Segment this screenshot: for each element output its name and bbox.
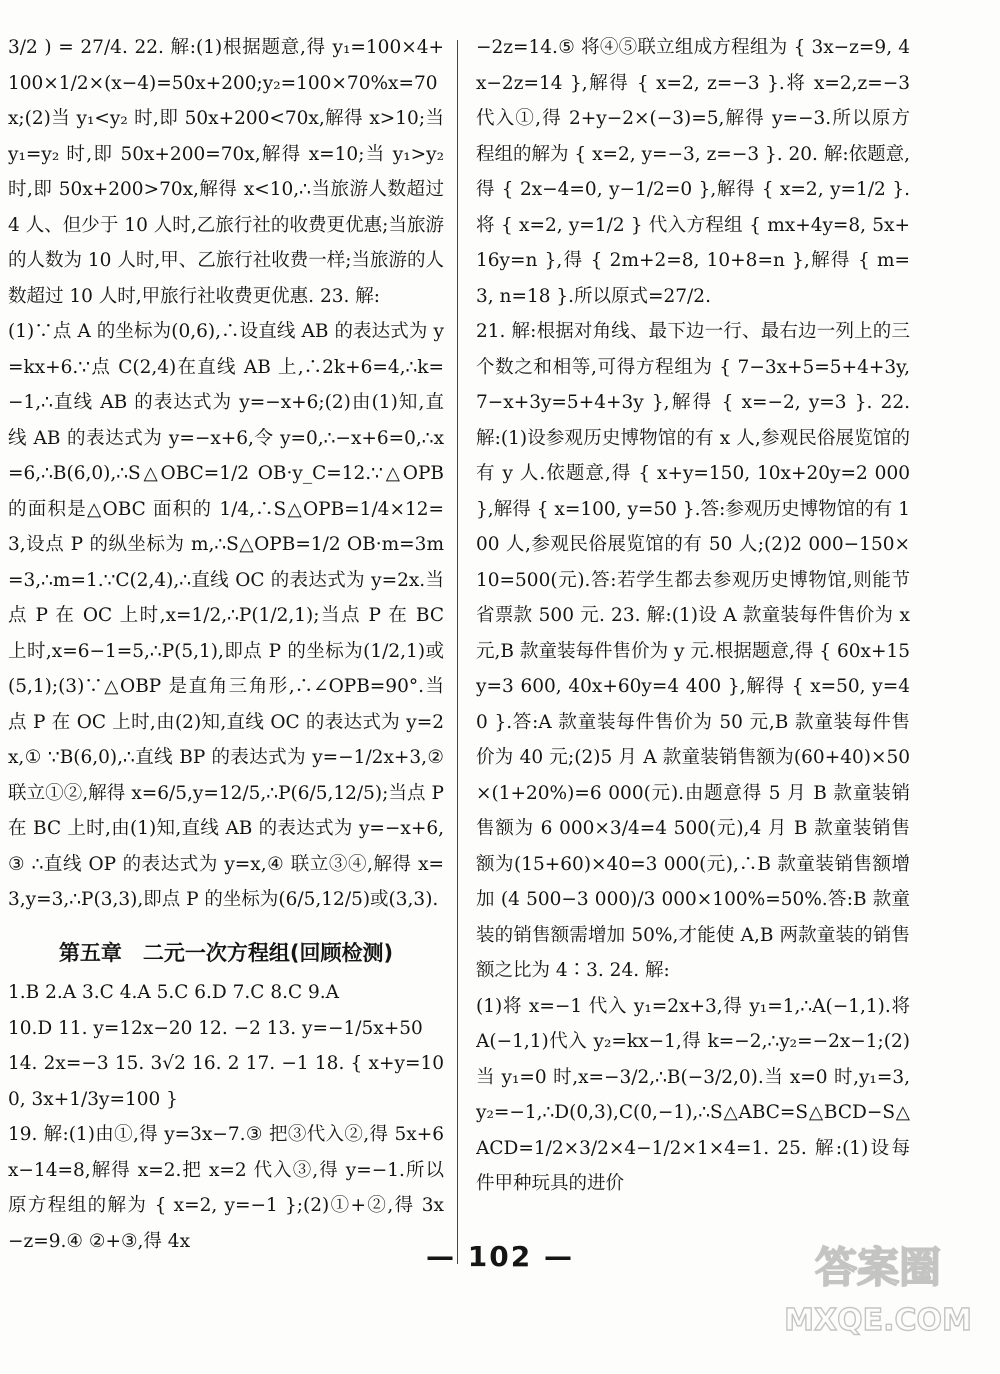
- right-column: [476, 30, 910, 1254]
- answer-block: (1)将 x=−1 代入 y₁=2x+3,得 y₁=1,∴A(−1,1).将 A(−1,1)代入 y₂=kx−1,得 k=−2,∴y₂=−2x−1;(2)当 y₁=0 时,x=−3/2,∴B(−3/2,0).当 x=0 时,y₁=3,y₂=−1,∴D(0,3),C(0,−1),∴S△ABC=S△BCD−S△ACD=1/2×3/2×4−1/2×1×4=1. 25. 解:(1)设每件甲种玩具的进价: [476, 995, 910, 1194]
- answer-block: 19. 解:(1)由①,得 y=3x−7.③ 把③代入②,得 5x+6x−14=8,解得 x=2.把 x=2 代入③,得 y=−1.所以原方程组的解为 { x=2, y=−1 };(2)①+②,得 3x−z=9.④ ②+③,得 4x: [8, 1124, 444, 1252]
- answer-block: −2z=14.⑤ 将④⑤联立组成方程组为 { 3x−z=9, 4x−2z=14 },解得 { x=2, z=−3 }.将 x=2,z=−3 代入①,得 2+y−2×(−3)=5,解得 y=−3.所以原方程组的解为 { x=2, y=−3, z=−3 }. 20. 解:依题意,得 { 2x−4=0, y−1/2=0 },解得 { x=2, y=1/2 }.将 { x=2, y=1/2 } 代入方程组 { mx+4y=8, 5x+16y=n },得 { 2m+2=8, 10+8=n },解得 { m=3, n=18 }.所以原式=27/2.: [476, 37, 910, 307]
- page-number: — 102 —: [426, 1240, 574, 1273]
- answer-block: 21. 解:根据对角线、最下边一行、最右边一列上的三个数之和相等,可得方程组为 { 7−3x+5=5+4+3y, 7−x+3y=5+4+3y },解得 { x=−2, y=3 }. 22. 解:(1)设参观历史博物馆的有 x 人,参观民俗展览馆的有 y 人.依题意,得 { x+y=150, 10x+20y=2 000 },解得 { x=100, y=50 }.答:参观历史博物馆的有 100 人,参观民俗展览馆的有 50 人;(2)2 000−150×10=500(元).答:若学生都去参观历史博物馆,则能节省票款 500 元. 23. 解:(1)设 A 款童装每件售价为 x 元,B 款童装每件售价为 y 元.根据题意,得 { 60x+15y=3 600, 40x+60y=4 400 },解得 { x=50, y=40 }.答:A 款童装每件售价为 50 元,B 款童装每件售价为 40 元;(2)5 月 A 款童装销售额为(60+40)×50×(1+20%)=6 000(元).由题意得 5 月 B 款童装销售额为 6 000×3/4=4 500(元),4 月 B 款童装销售额为(15+60)×40=3 000(元),∴B 款童装销售额增加 (4 500−3 000)/3 000×100%=50%.答:B 款童装的销售额需增加 50%,才能使 A,B 两款童装的销售额之比为 4∶3. 24. 解:: [476, 321, 910, 981]
- answer-line: 1.B 2.A 3.C 4.A 5.C 6.D 7.C 8.C 9.A: [8, 982, 340, 1003]
- answer-block: 3/2 ) = 27/4. 22. 解:(1)根据题意,得 y₁=100×4+100×1/2×(x−4)=50x+200;y₂=100×70%x=70x;(2)当 y₁<y₂ 时,即 50x+200<70x,解得 x>10;当 y₁=y₂ 时,即 50x+200=70x,解得 x=10;当 y₁>y₂ 时,即 50x+200>70x,解得 x<10,∴当旅游人数超过 4 人、但少于 10 人时,乙旅行社的收费更优惠;当旅游的人数为 10 人时,甲、乙旅行社收费一样;当旅游的人数超过 10 人时,甲旅行社收费更优惠. 23. 解:: [8, 37, 444, 307]
- column-divider: [457, 40, 458, 1264]
- left-column: [8, 30, 444, 1254]
- answer-line: 10.D 11. y=12x−20 12. −2 13. y=−1/5x+50: [8, 1017, 423, 1039]
- watermark-text: 答案圈: [814, 1243, 942, 1292]
- answer-block: (1)∵点 A 的坐标为(0,6),∴设直线 AB 的表达式为 y=kx+6.∵点 C(2,4)在直线 AB 上,∴2k+6=4,∴k=−1,∴直线 AB 的表达式为 y=−x+6;(2)由(1)知,直线 AB 的表达式为 y=−x+6,令 y=0,∴−x+6=0,∴x=6,∴B(6,0),∴S△OBC=1/2 OB·y_C=12.∵△OPB 的面积是△OBC 面积的 1/4,∴S△OPB=1/4×12=3,设点 P 的纵坐标为 m,∴S△OPB=1/2 OB·m=3m=3,∴m=1.∵C(2,4),∴直线 OC 的表达式为 y=2x.当点 P 在 OC 上时,x=1/2,∴P(1/2,1);当点 P 在 BC 上时,x=6−1=5,∴P(5,1),即点 P 的坐标为(1/2,1)或(5,1);(3)∵△OBP 是直角三角形,∴∠OPB=90°.当点 P 在 OC 上时,由(2)知,直线 OC 的表达式为 y=2x,① ∵B(6,0),∴直线 BP 的表达式为 y=−1/2x+3,② 联立①②,解得 x=6/5,y=12/5,∴P(6/5,12/5);当点 P 在 BC 上时,由(1)知,直线 AB 的表达式为 y=−x+6,③ ∴直线 OP 的表达式为 y=x,④ 联立③④,解得 x=3,y=3,∴P(3,3),即点 P 的坐标为(6/5,12/5)或(3,3).: [8, 321, 444, 910]
- watermark-url: MXQE.COM: [784, 1303, 972, 1338]
- answer-line: 14. 2x=−3 15. 3√2 16. 2 17. −1 18. { x+y=100, 3x+1/3y=100 }: [8, 1053, 444, 1110]
- chapter-title: 第五章 二元一次方程组(回顾检测): [58, 940, 394, 965]
- watermark-logo: [778, 1230, 978, 1346]
